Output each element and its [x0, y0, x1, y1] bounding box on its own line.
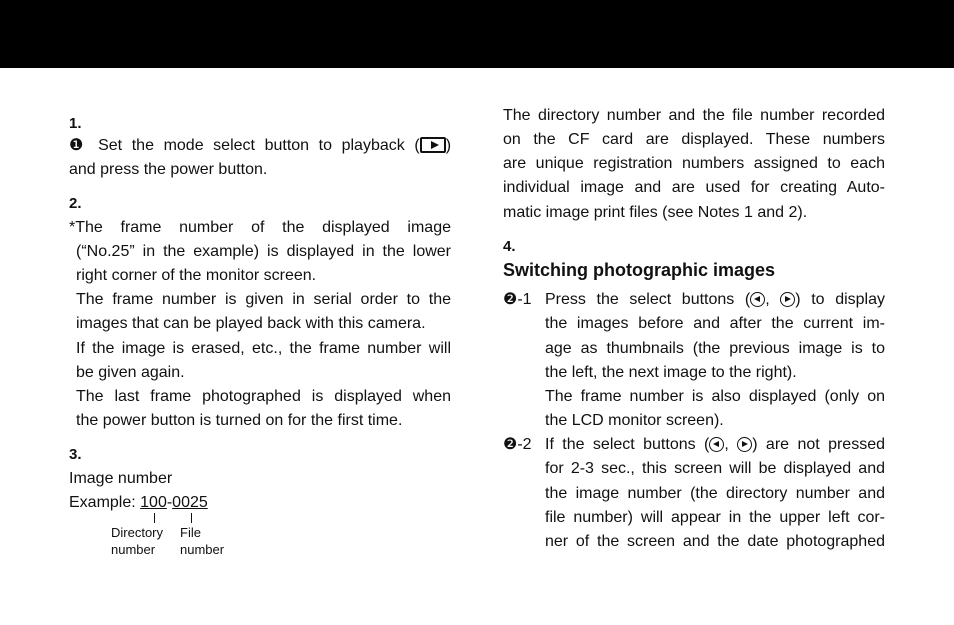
step-2-line: The frame number is given in serial order to the [76, 291, 451, 308]
directory-number-value: 100 [140, 494, 167, 511]
step-2-line: be given again. [76, 364, 185, 381]
step-2-line: right corner of the monitor screen. [76, 267, 317, 284]
step-number-4: 4. [503, 238, 516, 255]
step-number-1: 1. [69, 115, 82, 132]
image-number-label: Image number [69, 470, 173, 487]
select-right-icon [737, 437, 752, 452]
item-marker-2: ❷-2 [503, 436, 532, 453]
marker-1: ❶ [69, 137, 89, 154]
intro-line: matic image print files (see Notes 1 and 2). [503, 204, 808, 221]
item-1-line: The frame number is also displayed (only on [545, 388, 885, 405]
image-number-example: Example: 100-0025 [69, 494, 208, 511]
item-2-line: for 2-3 sec., this screen will be displayed and [545, 460, 885, 477]
header-bar [0, 0, 954, 68]
step-2-line: *The frame number of the displayed image [69, 219, 451, 236]
directory-label: number [111, 542, 156, 557]
step-2-line: images that can be played back with this camera. [76, 315, 426, 332]
item-2-line: file number) will appear in the upper left cor- [545, 509, 885, 526]
item-2-line: ner of the screen and the date photographed [545, 533, 885, 550]
directory-pointer [154, 513, 155, 523]
step-2-line: the power button is turned on for the first time. [76, 412, 403, 429]
file-pointer [191, 513, 192, 523]
step-2-line: The last frame photographed is displayed when [76, 388, 451, 405]
intro-line: individual image and are used for creating Auto- [503, 179, 885, 196]
intro-line: on the CF card are displayed. These numbers [503, 131, 885, 148]
intro-line: are unique registration numbers assigned to each [503, 155, 885, 172]
intro-line: The directory number and the file number recorded [503, 107, 885, 124]
item-2-line-1: If the select buttons ( , ) are not pressed [545, 436, 885, 453]
file-label: File [180, 525, 201, 540]
step-1-line-2: and press the power button. [69, 161, 268, 178]
step-2-line: (“No.25” in the example) is displayed in the lower [76, 243, 451, 260]
item-1-line: the images before and after the current im- [545, 315, 885, 332]
item-1-line-1: Press the select buttons ( , ) to display [545, 291, 885, 308]
file-number-value: 0025 [172, 494, 208, 511]
step-number-3: 3. [69, 446, 82, 463]
item-1-line: the left, the next image to the right). [545, 364, 797, 381]
step-number-2: 2. [69, 195, 82, 212]
directory-label: Directory [111, 525, 164, 540]
item-1-line: age as thumbnails (the previous image is to [545, 340, 885, 357]
select-left-icon [709, 437, 724, 452]
item-1-line: the LCD monitor screen). [545, 412, 724, 429]
section-heading: Switching photographic images [503, 260, 776, 280]
step-1-line-1: ❶ Set the mode select button to playback ( ) [69, 137, 452, 154]
select-right-icon [780, 292, 795, 307]
playback-icon [420, 137, 446, 153]
item-marker-1: ❷-1 [503, 291, 532, 308]
step-2-line: If the image is erased, etc., the frame number will [76, 340, 451, 357]
item-2-line: the image number (the directory number and [545, 485, 885, 502]
file-label: number [180, 542, 225, 557]
select-left-icon [750, 292, 765, 307]
